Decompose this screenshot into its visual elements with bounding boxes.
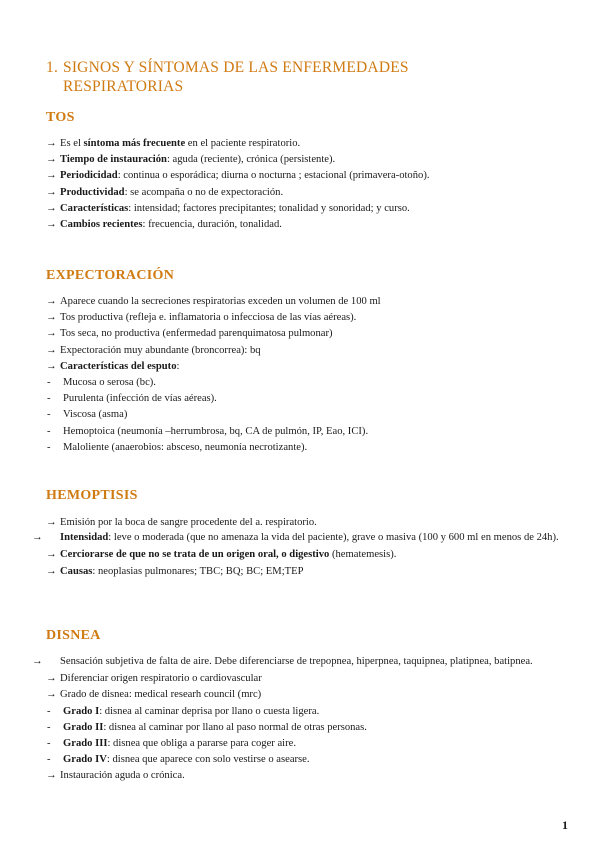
dash-bullet: -	[47, 393, 51, 405]
page-title	[46, 58, 566, 96]
dash-bullet: -	[47, 425, 51, 437]
list-item: → Diferenciar origen respiratorio o cardiovascular	[46, 671, 566, 687]
list-item: → Instauración aguda o crónica.	[46, 768, 566, 784]
dash-bullet: -	[47, 441, 51, 453]
sub-list-item: - Grado I: disnea al caminar deprisa por llano o cuesta ligera.	[46, 704, 566, 720]
list-item: → Expectoración muy abundante (broncorrea): bq	[46, 343, 566, 359]
sub-list-item: - Grado II: disnea al caminar por llano al paso normal de otras personas.	[46, 720, 566, 736]
arrow-icon: →	[46, 328, 57, 340]
sub-list-item: - Hemoptoica (neumonía –herrumbrosa, bq, CA de pulmón, IP, Eao, ICI).	[46, 424, 566, 440]
list-item: → Periodicidad: continua o esporádica; diurna o nocturna ; estacional (primavera-otoño).	[46, 168, 566, 184]
section-heading-tos: TOS	[46, 110, 75, 125]
arrow-icon: →	[32, 532, 43, 544]
arrow-icon: →	[46, 565, 57, 577]
list-item: → Tos seca, no productiva (enfermedad parenquimatosa pulmonar)	[46, 326, 566, 342]
dash-bullet: -	[47, 754, 51, 766]
list-item: → Características del esputo:	[46, 359, 566, 375]
arrow-icon: →	[46, 689, 57, 701]
section-tos-body	[46, 136, 566, 233]
title-number: 1.	[46, 59, 59, 76]
sub-list-item: - Viscosa (asma)	[46, 407, 566, 423]
sub-list-item: - Grado III: disnea que obliga a pararse para coger aire.	[46, 736, 566, 752]
arrow-icon: →	[46, 344, 57, 356]
sub-list-item: - Grado IV: disnea que aparece con solo vestirse o asearse.	[46, 752, 566, 768]
dash-bullet: -	[47, 377, 51, 389]
list-item: → Cambios recientes: frecuencia, duración, tonalidad.	[46, 217, 566, 233]
arrow-icon: →	[46, 517, 57, 528]
list-item: → Emisión por la boca de sangre procedente del a. respiratorio.	[46, 515, 566, 531]
arrow-icon: →	[46, 360, 57, 372]
list-item: → Causas: neoplasias pulmonares; TBC; BQ; BC; EM;TEP	[46, 564, 566, 580]
arrow-icon: →	[46, 202, 57, 214]
page-number: 1	[562, 818, 568, 832]
dash-bullet: -	[47, 705, 51, 717]
list-item: → Características: intensidad; factores precipitantes; tonalidad y sonoridad; y curso.	[46, 201, 566, 217]
list-item: → Tos productiva (refleja e. inflamatoria o infecciosa de las vías aéreas).	[46, 310, 566, 326]
arrow-icon: →	[32, 656, 43, 667]
section-expectoracion-body	[46, 294, 566, 456]
title-line-1: SIGNOS Y SÍNTOMAS DE LAS ENFERMEDADES	[63, 59, 409, 76]
sub-list-item: - Mucosa o serosa (bc).	[46, 375, 566, 391]
arrow-icon: →	[46, 186, 57, 198]
arrow-icon: →	[46, 770, 57, 782]
section-disnea-body	[32, 655, 566, 785]
section-heading-expectoracion: EXPECTORACIÓN	[46, 268, 175, 283]
arrow-icon: →	[46, 154, 57, 166]
arrow-icon: →	[46, 673, 57, 685]
sub-list-item: - Purulenta (infección de vías aéreas).	[46, 391, 566, 407]
arrow-icon: →	[46, 296, 57, 307]
arrow-icon: →	[46, 138, 57, 149]
list-item: → Cerciorarse de que no se trata de un origen oral, o digestivo (hematemesis).	[46, 547, 566, 563]
arrow-icon: →	[46, 549, 57, 561]
sub-list-item: - Maloliente (anaerobios: absceso, neumonía necrotizante).	[46, 440, 566, 456]
arrow-icon: →	[46, 219, 57, 231]
list-item: → Intensidad: leve o moderada (que no amenaza la vida del paciente), grave o masiva (100 y 600 ml en menos de 24h).	[32, 532, 559, 544]
list-item: → Grado de disnea: medical researh council (mrc)	[46, 687, 566, 703]
list-item: → Aparece cuando la secreciones respiratorias exceden un volumen de 100 ml	[46, 294, 566, 310]
list-item: → Productividad: se acompaña o no de expectoración.	[46, 185, 566, 201]
dash-bullet: -	[47, 721, 51, 733]
arrow-icon: →	[46, 170, 57, 182]
list-item: → Tiempo de instauración: aguda (reciente), crónica (persistente).	[46, 152, 566, 168]
list-item: → Sensación subjetiva de falta de aire. Debe diferenciarse de trepopnea, hiperpnea, taquipnea, platipnea, batipnea.	[32, 656, 533, 667]
section-hemoptisis-body	[32, 515, 566, 580]
dash-bullet: -	[47, 737, 51, 749]
arrow-icon: →	[46, 312, 57, 324]
list-item: → Es el síntoma más frecuente en el paciente respiratorio.	[46, 136, 566, 152]
section-heading-hemoptisis: HEMOPTISIS	[46, 488, 138, 503]
dash-bullet: -	[47, 409, 51, 421]
section-heading-disnea: DISNEA	[46, 628, 101, 643]
title-line-2: RESPIRATORIAS	[63, 78, 184, 95]
